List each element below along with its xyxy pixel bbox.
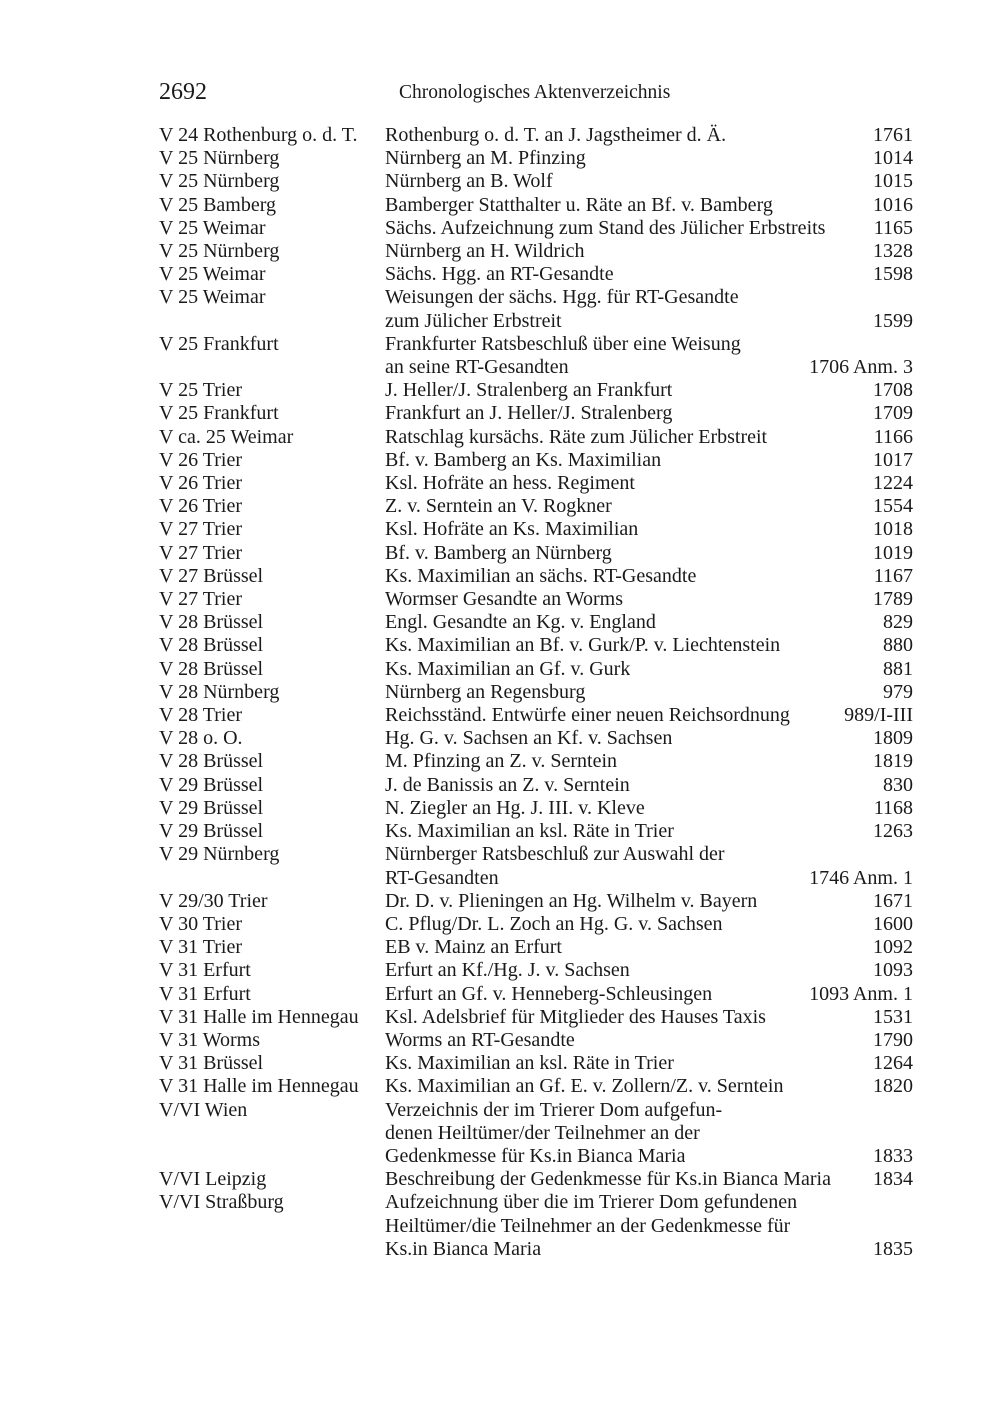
entry-number: 1018 xyxy=(873,518,913,541)
entry-description: an seine RT-Gesandten xyxy=(385,356,569,379)
entry-description: Ks. Maximilian an sächs. RT-Gesandte xyxy=(385,564,697,587)
entry-description: J. Heller/J. Stralenberg an Frankfurt xyxy=(385,379,673,402)
entry-body xyxy=(385,472,913,495)
entry-body xyxy=(385,658,913,681)
entry-description: Erfurt an Gf. v. Henneberg-Schleusingen xyxy=(385,982,713,1005)
entry-date: V 25 Bamberg xyxy=(159,193,277,216)
entry-description: Verzeichnis der im Trierer Dom aufgefun- xyxy=(385,1098,723,1121)
entry-body xyxy=(385,1029,913,1052)
list-item xyxy=(159,240,913,263)
entry-line xyxy=(385,1191,913,1214)
entry-line xyxy=(385,681,913,704)
list-item xyxy=(159,913,913,936)
entry-description: C. Pflug/Dr. L. Zoch an Hg. G. v. Sachsen xyxy=(385,912,723,935)
entry-body xyxy=(385,1099,913,1169)
list-item xyxy=(159,495,913,518)
entry-description: Nürnberg an B. Wolf xyxy=(385,170,553,193)
entry-number: 1531 xyxy=(873,1005,913,1028)
entry-number: 1599 xyxy=(873,309,913,332)
entry-number: 1263 xyxy=(873,820,913,843)
entry-line xyxy=(385,1006,913,1029)
entry-number: 1834 xyxy=(873,1168,913,1191)
entry-number: 979 xyxy=(883,680,913,703)
entry-description: Bamberger Statthalter u. Räte an Bf. v. Bamberg xyxy=(385,193,773,216)
entry-line xyxy=(385,1215,913,1238)
entry-description: Ksl. Hofräte an hess. Regiment xyxy=(385,472,635,495)
entry-description: Nürnberg an Regensburg xyxy=(385,680,586,703)
entry-line xyxy=(385,750,913,773)
list-item xyxy=(159,402,913,425)
entry-description: Ks.in Bianca Maria xyxy=(385,1237,542,1260)
entry-line xyxy=(385,426,913,449)
entry-number: 1017 xyxy=(873,448,913,471)
entry-number: 1554 xyxy=(873,495,913,518)
entry-description: Wormser Gesandte an Worms xyxy=(385,588,624,611)
entry-number: 1820 xyxy=(873,1075,913,1098)
entry-date: V 31 Erfurt xyxy=(159,982,251,1005)
entry-description: Sächs. Hgg. an RT-Gesandte xyxy=(385,263,614,286)
entry-description: Worms an RT-Gesandte xyxy=(385,1028,575,1051)
entry-date: V 29 Brüssel xyxy=(159,773,264,796)
entry-body xyxy=(385,890,913,913)
entry-date: V 29 Brüssel xyxy=(159,796,264,819)
entry-line xyxy=(385,867,913,890)
entry-number: 1790 xyxy=(873,1028,913,1051)
entry-number: 1835 xyxy=(873,1237,913,1260)
entry-line xyxy=(385,774,913,797)
entry-date: V 31 Halle im Hennegau xyxy=(159,1075,359,1098)
entry-line xyxy=(385,658,913,681)
entry-description: Reichsständ. Entwürfe einer neuen Reichsordnung xyxy=(385,704,790,727)
list-item xyxy=(159,704,913,727)
list-item xyxy=(159,1099,913,1169)
entry-body xyxy=(385,983,913,1006)
entry-description: EB v. Mainz an Erfurt xyxy=(385,936,562,959)
entry-description: Heiltümer/die Teilnehmer an der Gedenkmesse für xyxy=(385,1214,791,1237)
entry-line xyxy=(385,634,913,657)
list-item xyxy=(159,565,913,588)
entry-description: Nürnberg an H. Wildrich xyxy=(385,240,585,263)
entry-line xyxy=(385,1029,913,1052)
entry-body xyxy=(385,194,913,217)
entry-line xyxy=(385,704,913,727)
entry-line xyxy=(385,890,913,913)
entry-number: 1600 xyxy=(873,912,913,935)
entry-date: V 31 Trier xyxy=(159,936,242,959)
list-item xyxy=(159,959,913,982)
entry-line xyxy=(385,843,913,866)
page-number: 2692 xyxy=(159,79,207,105)
entry-number: 1019 xyxy=(873,541,913,564)
entry-body xyxy=(385,240,913,263)
entry-body xyxy=(385,449,913,472)
entry-line xyxy=(385,379,913,402)
entry-date: V 31 Halle im Hennegau xyxy=(159,1005,359,1028)
entry-date: V 26 Trier xyxy=(159,472,242,495)
entry-number: 1746 Anm. 1 xyxy=(809,866,913,889)
entry-body xyxy=(385,147,913,170)
entry-body xyxy=(385,588,913,611)
entry-number: 830 xyxy=(883,773,913,796)
entry-number: 1709 xyxy=(873,402,913,425)
list-item xyxy=(159,194,913,217)
list-item xyxy=(159,518,913,541)
entry-date: V 28 o. O. xyxy=(159,727,243,750)
entry-body xyxy=(385,704,913,727)
entry-description: Ratschlag kursächs. Räte zum Jülicher Erbstreit xyxy=(385,425,768,448)
entry-line xyxy=(385,170,913,193)
list-item xyxy=(159,658,913,681)
entry-date: V 29 Nürnberg xyxy=(159,843,280,866)
entry-number: 1165 xyxy=(873,216,913,239)
entry-body xyxy=(385,681,913,704)
entry-description: Ks. Maximilian an Gf. v. Gurk xyxy=(385,657,631,680)
entry-list xyxy=(159,124,913,1261)
entry-number: 1264 xyxy=(873,1052,913,1075)
entry-date: V 28 Brüssel xyxy=(159,657,264,680)
entry-date: V/VI Straßburg xyxy=(159,1191,284,1214)
list-item xyxy=(159,727,913,750)
entry-date: V 26 Trier xyxy=(159,495,242,518)
entry-line xyxy=(385,217,913,240)
entry-body xyxy=(385,170,913,193)
entry-date: V 31 Erfurt xyxy=(159,959,251,982)
entry-date: V ca. 25 Weimar xyxy=(159,425,294,448)
entry-line xyxy=(385,472,913,495)
entry-date: V 27 Trier xyxy=(159,588,242,611)
entry-description: zum Jülicher Erbstreit xyxy=(385,309,562,332)
entry-body xyxy=(385,333,913,379)
entry-description: Frankfurter Ratsbeschluß über eine Weisung xyxy=(385,332,741,355)
entry-number: 1166 xyxy=(873,425,913,448)
entry-line xyxy=(385,611,913,634)
entry-description: Aufzeichnung über die im Trierer Dom gefundenen xyxy=(385,1191,798,1214)
entry-body xyxy=(385,634,913,657)
entry-date: V 29 Brüssel xyxy=(159,820,264,843)
entry-body xyxy=(385,1075,913,1098)
entry-body xyxy=(385,1168,913,1191)
entry-description: Ksl. Hofräte an Ks. Maximilian xyxy=(385,518,639,541)
entry-number: 1168 xyxy=(873,796,913,819)
list-item xyxy=(159,333,913,379)
list-item xyxy=(159,1075,913,1098)
entry-number: 1015 xyxy=(873,170,913,193)
entry-number: 1016 xyxy=(873,193,913,216)
entry-description: N. Ziegler an Hg. J. III. v. Kleve xyxy=(385,796,645,819)
entry-description: Ks. Maximilian an ksl. Räte in Trier xyxy=(385,1052,674,1075)
entry-body xyxy=(385,774,913,797)
entry-description: J. de Banissis an Z. v. Serntein xyxy=(385,773,630,796)
entry-line xyxy=(385,124,913,147)
entry-date: V/VI Leipzig xyxy=(159,1168,267,1191)
entry-line xyxy=(385,983,913,1006)
entry-body xyxy=(385,750,913,773)
entry-date: V 28 Brüssel xyxy=(159,750,264,773)
entry-body xyxy=(385,495,913,518)
entry-line xyxy=(385,542,913,565)
entry-date: V 25 Nürnberg xyxy=(159,147,280,170)
list-item xyxy=(159,820,913,843)
entry-number: 1706 Anm. 3 xyxy=(809,356,913,379)
entry-number: 1789 xyxy=(873,588,913,611)
entry-line xyxy=(385,727,913,750)
entry-number: 1761 xyxy=(873,124,913,146)
entry-line xyxy=(385,565,913,588)
list-item xyxy=(159,843,913,889)
entry-number: 1833 xyxy=(873,1144,913,1167)
entry-number: 1092 xyxy=(873,936,913,959)
entry-line xyxy=(385,820,913,843)
list-item xyxy=(159,1006,913,1029)
entry-description: Ks. Maximilian an ksl. Räte in Trier xyxy=(385,820,674,843)
entry-description: Hg. G. v. Sachsen an Kf. v. Sachsen xyxy=(385,727,673,750)
entry-body xyxy=(385,426,913,449)
entry-line xyxy=(385,959,913,982)
entry-body xyxy=(385,820,913,843)
list-item xyxy=(159,542,913,565)
entry-date: V 25 Weimar xyxy=(159,263,266,286)
entry-date: V 27 Brüssel xyxy=(159,564,264,587)
entry-date: V 30 Trier xyxy=(159,912,242,935)
entry-date: V 25 Trier xyxy=(159,379,242,402)
entry-line xyxy=(385,1122,913,1145)
entry-description: Bf. v. Bamberg an Ks. Maximilian xyxy=(385,448,662,471)
list-item xyxy=(159,611,913,634)
entry-date: V 28 Nürnberg xyxy=(159,680,280,703)
entry-line xyxy=(385,449,913,472)
entry-date: V 31 Worms xyxy=(159,1028,260,1051)
list-item xyxy=(159,588,913,611)
entry-number: 1093 Anm. 1 xyxy=(809,982,913,1005)
entry-date: V 25 Nürnberg xyxy=(159,170,280,193)
entry-line xyxy=(385,518,913,541)
entry-line xyxy=(385,1168,913,1191)
entry-body xyxy=(385,217,913,240)
entry-description: Gedenkmesse für Ks.in Bianca Maria xyxy=(385,1144,686,1167)
list-item xyxy=(159,797,913,820)
entry-date: V 27 Trier xyxy=(159,541,242,564)
entry-body xyxy=(385,263,913,286)
entry-number: 1819 xyxy=(873,750,913,773)
list-item xyxy=(159,379,913,402)
entry-body xyxy=(385,542,913,565)
list-item xyxy=(159,147,913,170)
entry-line xyxy=(385,1238,913,1261)
list-item xyxy=(159,750,913,773)
entry-date: V 28 Brüssel xyxy=(159,634,264,657)
list-item xyxy=(159,286,913,332)
entry-date: V/VI Wien xyxy=(159,1098,248,1121)
entry-date: V 31 Brüssel xyxy=(159,1052,264,1075)
entry-line xyxy=(385,1145,913,1168)
entry-description: Weisungen der sächs. Hgg. für RT-Gesandte xyxy=(385,286,739,309)
entry-body xyxy=(385,797,913,820)
entry-body xyxy=(385,913,913,936)
entry-description: Rothenburg o. d. T. an J. Jagstheimer d. Ä. xyxy=(385,124,727,146)
entry-body xyxy=(385,611,913,634)
list-item xyxy=(159,1191,913,1261)
entry-number: 1328 xyxy=(873,240,913,263)
entry-date: V 28 Trier xyxy=(159,704,242,727)
entry-line xyxy=(385,913,913,936)
list-item xyxy=(159,170,913,193)
entry-body xyxy=(385,286,913,332)
entry-line xyxy=(385,263,913,286)
list-item xyxy=(159,217,913,240)
entry-line xyxy=(385,1075,913,1098)
entry-description: Ks. Maximilian an Gf. E. v. Zollern/Z. v. Serntein xyxy=(385,1075,784,1098)
entry-line xyxy=(385,797,913,820)
entry-date: V 27 Trier xyxy=(159,518,242,541)
entry-body xyxy=(385,936,913,959)
entry-number: 829 xyxy=(883,611,913,634)
entry-line xyxy=(385,588,913,611)
entry-line xyxy=(385,356,913,379)
list-item xyxy=(159,936,913,959)
running-title: Chronologisches Aktenverzeichnis xyxy=(399,82,671,103)
entry-description: Beschreibung der Gedenkmesse für Ks.in Bianca Maria xyxy=(385,1168,831,1191)
list-item xyxy=(159,681,913,704)
entry-description: Frankfurt an J. Heller/J. Stralenberg xyxy=(385,402,673,425)
entry-description: Z. v. Serntein an V. Rogkner xyxy=(385,495,612,518)
entry-body xyxy=(385,727,913,750)
entry-number: 989/I-III xyxy=(844,704,913,727)
list-item xyxy=(159,634,913,657)
entry-body xyxy=(385,1052,913,1075)
entry-line xyxy=(385,310,913,333)
entry-description: denen Heiltümer/der Teilnehmer an der xyxy=(385,1121,700,1144)
entry-body xyxy=(385,565,913,588)
entry-body xyxy=(385,379,913,402)
list-item xyxy=(159,263,913,286)
entry-description: Nürnberg an M. Pfinzing xyxy=(385,147,586,170)
entry-number: 1809 xyxy=(873,727,913,750)
entry-line xyxy=(385,333,913,356)
entry-body xyxy=(385,518,913,541)
entry-line xyxy=(385,1099,913,1122)
list-item xyxy=(159,983,913,1006)
entry-body xyxy=(385,1006,913,1029)
entry-description: Sächs. Aufzeichnung zum Stand des Jülicher Erbstreits xyxy=(385,216,826,239)
entry-line xyxy=(385,402,913,425)
entry-date: V 25 Weimar xyxy=(159,216,266,239)
entry-line xyxy=(385,936,913,959)
entry-date: V 25 Weimar xyxy=(159,286,266,309)
entry-description: Nürnberger Ratsbeschluß zur Auswahl der xyxy=(385,843,725,866)
entry-number: 1014 xyxy=(873,147,913,170)
entry-description: Erfurt an Kf./Hg. J. v. Sachsen xyxy=(385,959,630,982)
entry-body xyxy=(385,402,913,425)
entry-number: 1598 xyxy=(873,263,913,286)
entry-body xyxy=(385,1191,913,1261)
list-item xyxy=(159,426,913,449)
list-item xyxy=(159,449,913,472)
entry-description: Engl. Gesandte an Kg. v. England xyxy=(385,611,656,634)
entry-number: 880 xyxy=(883,634,913,657)
entry-date: V 25 Nürnberg xyxy=(159,240,280,263)
entry-number: 1671 xyxy=(873,889,913,912)
entry-line xyxy=(385,286,913,309)
entry-line xyxy=(385,147,913,170)
list-item xyxy=(159,1168,913,1191)
list-item xyxy=(159,472,913,495)
list-item xyxy=(159,1029,913,1052)
entry-number: 1708 xyxy=(873,379,913,402)
list-item xyxy=(159,890,913,913)
list-item xyxy=(159,124,913,147)
entry-line xyxy=(385,495,913,518)
entry-line xyxy=(385,194,913,217)
entry-body xyxy=(385,843,913,889)
entry-date: V 25 Frankfurt xyxy=(159,332,279,355)
entry-line xyxy=(385,1052,913,1075)
entry-description: Ksl. Adelsbrief für Mitglieder des Hauses Taxis xyxy=(385,1005,766,1028)
entry-description: Bf. v. Bamberg an Nürnberg xyxy=(385,541,612,564)
entry-date: V 28 Brüssel xyxy=(159,611,264,634)
entry-line xyxy=(385,240,913,263)
entry-date: V 24 Rothenburg o. d. T. xyxy=(159,124,358,146)
entry-number: 1167 xyxy=(873,564,913,587)
entry-description: Dr. D. v. Plieningen an Hg. Wilhelm v. Bayern xyxy=(385,889,758,912)
entry-number: 1224 xyxy=(873,472,913,495)
entry-date: V 26 Trier xyxy=(159,448,242,471)
entry-description: Ks. Maximilian an Bf. v. Gurk/P. v. Liechtenstein xyxy=(385,634,781,657)
list-item xyxy=(159,774,913,797)
entry-description: RT-Gesandten xyxy=(385,866,499,889)
entry-number: 1093 xyxy=(873,959,913,982)
entry-date: V 25 Frankfurt xyxy=(159,402,279,425)
entry-number: 881 xyxy=(883,657,913,680)
list-item xyxy=(159,1052,913,1075)
entry-body xyxy=(385,124,913,147)
entry-description: M. Pfinzing an Z. v. Serntein xyxy=(385,750,618,773)
entry-body xyxy=(385,959,913,982)
entry-date: V 29/30 Trier xyxy=(159,889,268,912)
